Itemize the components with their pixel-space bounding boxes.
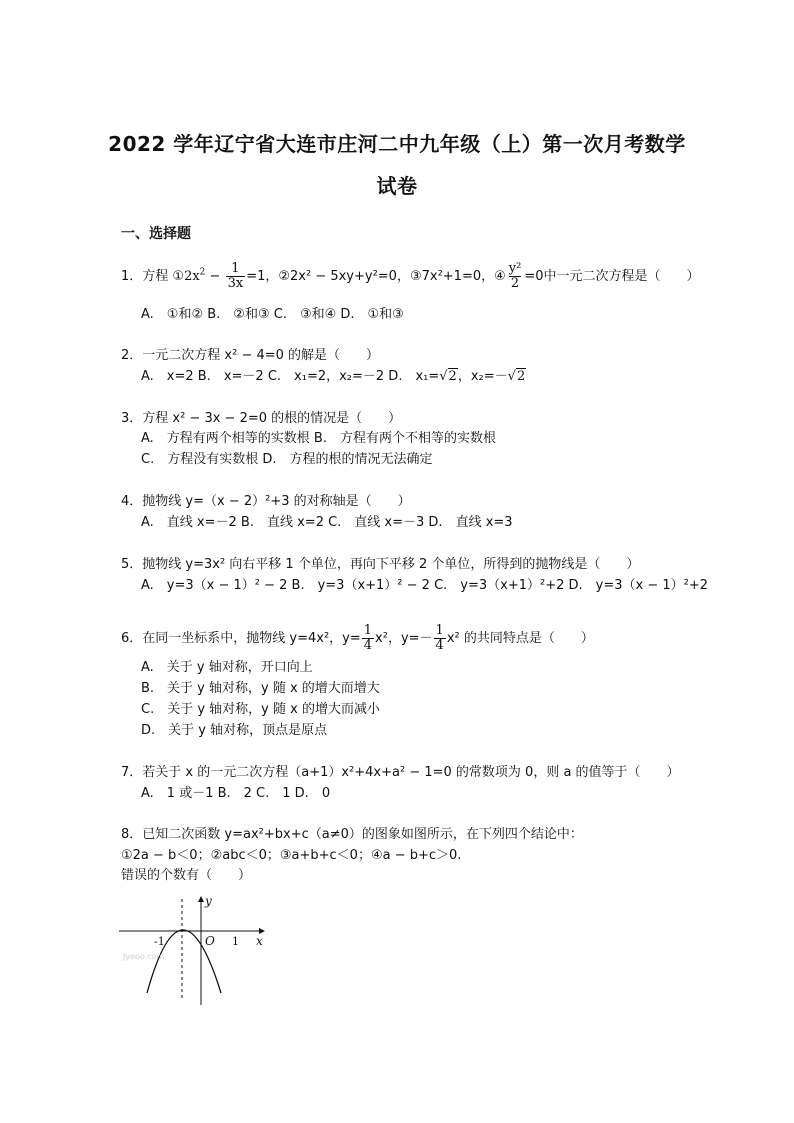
x-axis-label: x	[256, 934, 263, 948]
q6-option-d: D. 关于 y 轴对称，顶点是原点	[141, 723, 328, 738]
q5-options: A. y=3（x − 1）² − 2 B. y=3（x+1）² − 2 C. y=3（x+1）²+2 D. y=3（x − 1）²+2	[141, 578, 709, 593]
tick-neg1-label: -1	[154, 935, 165, 948]
parabola-graph	[119, 893, 269, 1005]
q6-stem-a: 6．在同一坐标系中，抛物线 y=4x²，y=	[121, 631, 361, 646]
sqrt-icon: √2	[439, 369, 457, 384]
question-5: 5．抛物线 y=3x² 向右平移 1 个单位，再向下平移 2 个单位，所得到的抛物线是（ ）	[121, 557, 640, 572]
question-7: 7．若关于 x 的一元二次方程（a+1）x²+4x+a² − 1=0 的常数项为 0，则 a 的值等于（ ）	[121, 765, 680, 780]
sqrt-icon: √2	[507, 369, 526, 384]
q1-eq1-minus: −	[205, 269, 225, 284]
q6-stem-c: x² 的共同特点是（ ）	[446, 631, 594, 646]
question-2: 2．一元二次方程 x² − 4=0 的解是（ ）	[121, 348, 380, 363]
q1-eq1-pre: 2x	[184, 269, 200, 284]
watermark: Jyeoo.com	[123, 952, 165, 961]
q6-fraction-2: $\frac{1}{4}$	[435, 623, 444, 653]
q6-option-b: B. 关于 y 轴对称，y 随 x 的增大而增大	[141, 681, 380, 696]
q1-options: A. ①和② B. ②和③ C. ③和④ D. ①和③	[141, 307, 404, 322]
q3-options-line-1: A. 方程有两个相等的实数根 B. 方程有两个不相等的实数根	[141, 431, 496, 446]
origin-label: O	[205, 934, 215, 948]
q7-options: A. 1 或－1 B. 2 C. 1 D. 0	[141, 786, 331, 801]
question-1: 1．方程 $①2x^2$ − $\frac{1}{3x}$ =1，②2x² − 5xy+y²=0，③7x²+1=0，④ $\frac{\text{y²}}{2}$ =0中一元二次方程是（ ）	[121, 261, 700, 291]
title-line-1: 2022 学年辽宁省大连市庄河二中九年级（上）第一次月考数学	[108, 132, 686, 156]
q1-stem-a: 1．方程 ①	[121, 269, 185, 284]
y-axis-label: y	[205, 894, 212, 908]
q6-option-a: A. 关于 y 轴对称，开口向上	[141, 660, 313, 675]
q2-options-text: A. x=2 B. x=－2 C. x₁=2，x₂=－2 D. x₁=	[141, 369, 440, 384]
q2-options	[141, 367, 526, 387]
q6-option-c: C. 关于 y 轴对称，y 随 x 的增大而减小	[141, 702, 380, 717]
q1-fraction-1: $\frac{1}{3x}$	[227, 261, 244, 291]
q8-ask: 错误的个数有（ ）	[121, 868, 252, 883]
q2-options-mid: ，x₂=－	[457, 369, 508, 384]
section-heading: 一、选择题	[121, 226, 191, 242]
q6-fraction-1: $\frac{1}{4}$	[363, 623, 373, 653]
q1-fraction-4: $\frac{\text{y²}}{2}$	[508, 261, 522, 291]
question-4: 4．抛物线 y=（x − 2）²+3 的对称轴是（ ）	[121, 494, 411, 509]
question-8: 8．已知二次函数 y=ax²+bx+c（a≠0）的图象如图所示，在下列四个结论中：	[121, 827, 583, 842]
q8-conclusions: ①2a − b＜0；②abc＜0；③a+b+c＜0；④a − b+c＞0.	[121, 848, 462, 863]
question-3: 3．方程 x² − 3x − 2=0 的根的情况是（ ）	[121, 411, 402, 426]
question-6	[121, 624, 594, 653]
q1-eq1-post: =1，②2x² − 5xy+y²=0，③7x²+1=0，④	[246, 269, 506, 284]
tick-1-label: 1	[232, 935, 239, 948]
title-line-2: 试卷	[376, 174, 418, 198]
q3-options-line-2: C. 方程没有实数根 D. 方程的根的情况无法确定	[141, 452, 433, 467]
q6-stem-b: x²，y=－	[375, 631, 433, 646]
q1-stem-end: =0中一元二次方程是（ ）	[524, 269, 700, 284]
q4-options: A. 直线 x=－2 B. 直线 x=2 C. 直线 x=－3 D. 直线 x=3	[141, 515, 513, 530]
